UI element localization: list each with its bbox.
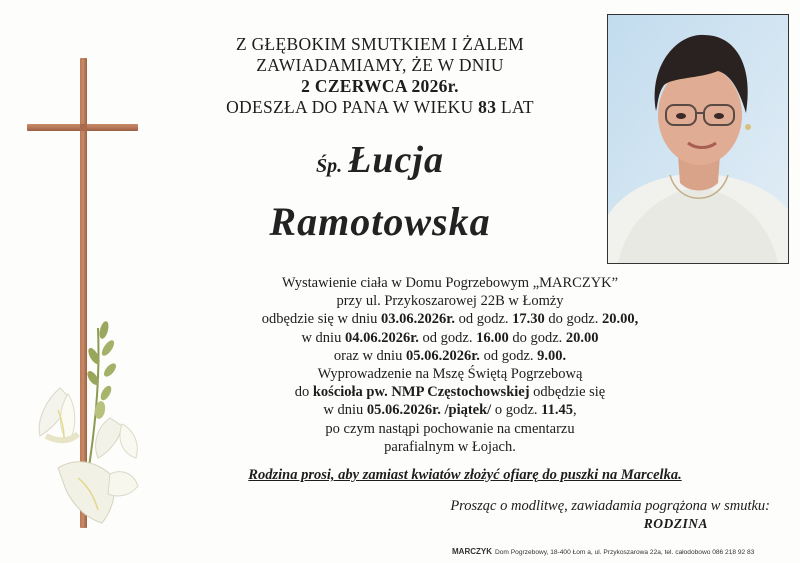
lily-flowers-decoration	[18, 318, 153, 533]
details-line-9: po czym nastąpi pochowanie na cmentarzu	[325, 420, 575, 437]
mass-date: 05.06.2026r. /piątek/	[366, 402, 492, 419]
portrait-photo	[607, 14, 789, 264]
details-line-2: przy ul. Przykoszarowej 22B w Łomży	[336, 293, 564, 310]
donation-request: Rodzina prosi, aby zamiast kwiatów złożyć ofiarę do puszki na Marcelka.	[248, 467, 682, 483]
details-line-6: Wyprowadzenie na Mszę Świętą Pogrzebową	[317, 366, 583, 383]
cross-center-knot	[80, 124, 87, 131]
mass-time: 11.45	[541, 402, 573, 419]
details-line-7: do kościoła pw. NMP Częstochowskiej odbędzie się	[294, 384, 606, 401]
funeral-home-contact: Dom Pogrzebowy, 18-400 Łom a, ul. Przykoszarowa 22a, tel. całodobowo 086 218 92 83	[495, 549, 755, 556]
details-line-3: odbędzie się w dniu 03.06.2026r. od godz. 17.30 do godz. 20.00,	[261, 311, 639, 328]
viewing-date-3: 05.06.2026r.	[405, 347, 480, 364]
funeral-home-footer	[452, 547, 754, 556]
header-line-4-age: ODESZŁA DO PANA W WIEKU 83 LAT	[226, 97, 534, 117]
header-line-1: Z GŁĘBOKIM SMUTKIEM I ŻALEM	[235, 34, 525, 54]
viewing-date-2: 04.06.2026r.	[344, 329, 419, 346]
church-name: kościoła pw. NMP Częstochowskiej	[312, 384, 530, 401]
closing-line: Prosząc o modlitwę, zawiadamia pogrążona w smutku:	[450, 498, 770, 514]
details-line-5: oraz w dniu 05.06.2026r. od godz. 9.00.	[333, 347, 567, 364]
portrait-illustration	[608, 15, 788, 263]
details-line-4: w dniu 04.06.2026r. od godz. 16.00 do godz. 20.00	[301, 329, 599, 346]
details-line-8: w dniu 05.06.2026r. /piątek/ o godz. 11.45,	[323, 402, 577, 419]
details-line-1: Wystawienie ciała w Domu Pogrzebowym „MARCZYK”	[281, 275, 619, 291]
death-date: 2 CZERWCA 2026r.	[301, 76, 459, 96]
age-value: 83	[478, 97, 497, 117]
viewing-date-1: 03.06.2026r.	[380, 311, 455, 328]
funeral-details	[200, 274, 700, 456]
deceased-first-name: Łucja	[348, 139, 444, 181]
header-line-2: ZAWIADAMIAMY, ŻE W DNIU	[256, 55, 504, 75]
family-signature: RODZINA	[643, 516, 708, 531]
funeral-home-brand: MARCZYK	[452, 547, 492, 556]
announcement-header	[165, 34, 595, 118]
deceased-first-name-line	[165, 138, 595, 182]
header-line-3-date	[165, 76, 595, 97]
deceased-last-name: Ramotowska	[269, 199, 491, 244]
name-prefix: Śp.	[316, 155, 343, 177]
details-line-10: parafialnym w Łojach.	[384, 438, 516, 455]
